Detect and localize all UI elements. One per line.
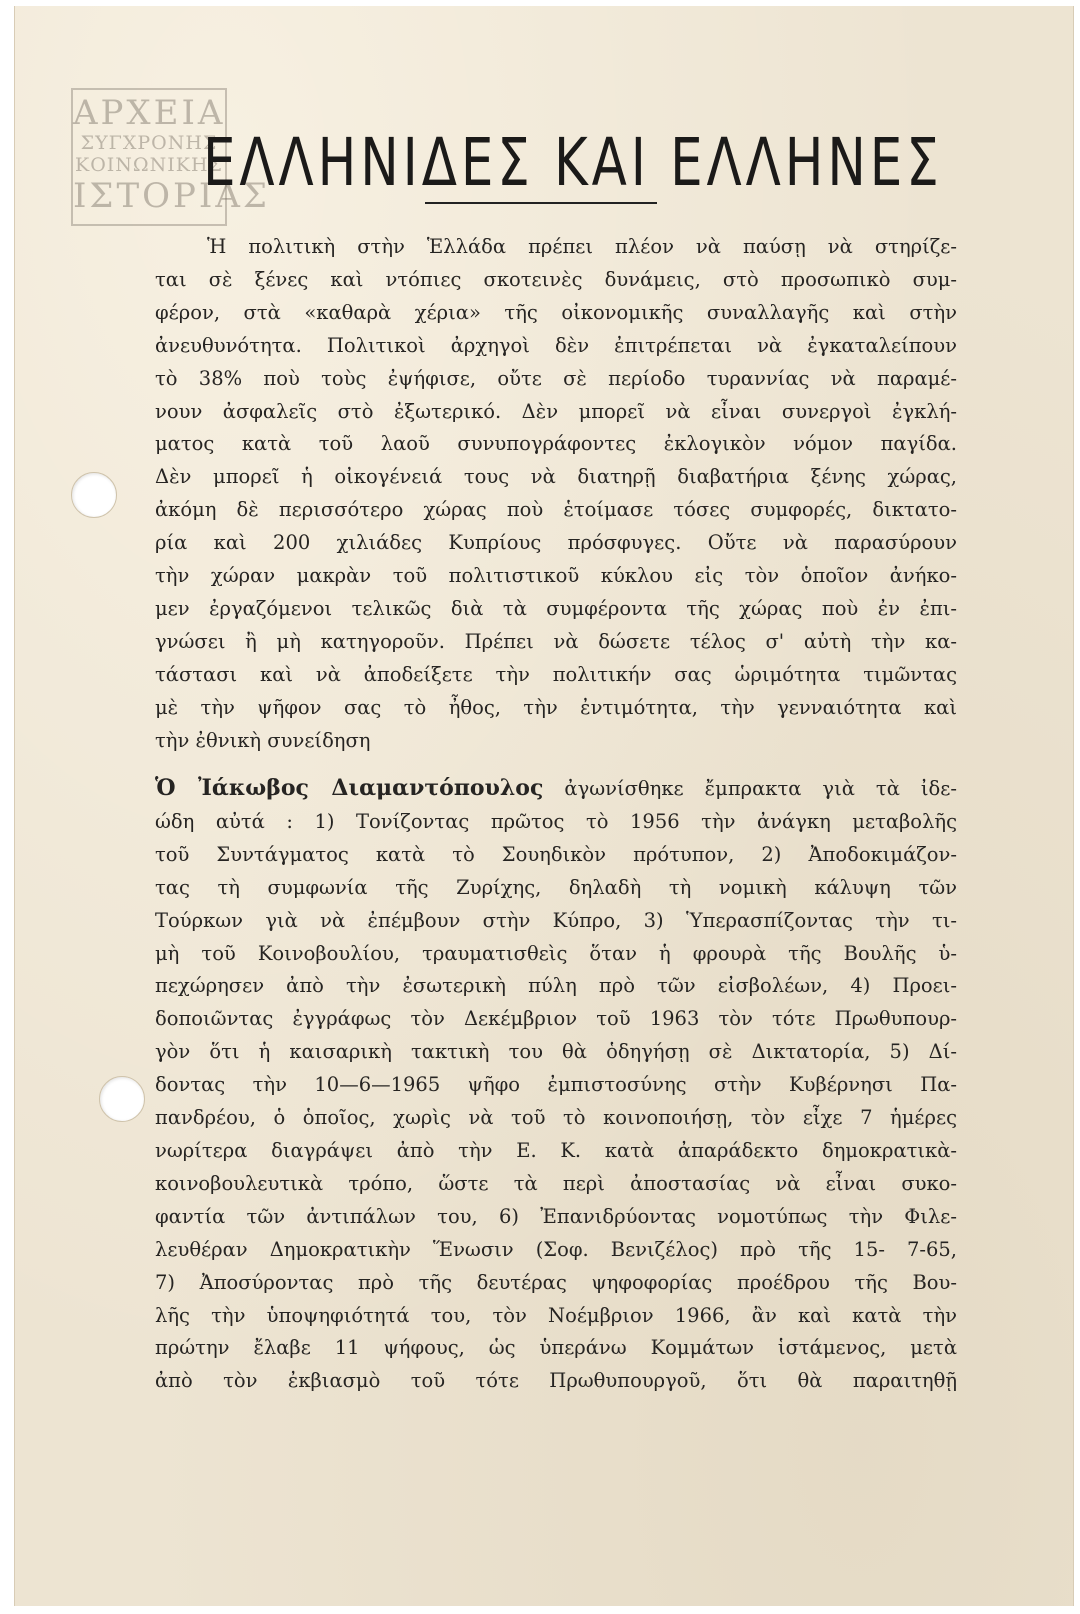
text-line xyxy=(155,772,957,806)
text-line: πεχώρησεν ἀπὸ τὴν ἐσωτερικὴ πύλη πρὸ τῶν εἰσβολέων, 4) Προει- xyxy=(155,974,957,998)
text-line: ἀπὸ τὸν ἐκβιασμὸ τοῦ τότε Πρωθυπουργοῦ, ὅτι θὰ παραιτηθῇ xyxy=(155,1369,957,1393)
text-line: νουν ἀσφαλεῖς στὸ ἐξωτερικό. Δὲν μπορεῖ νὰ εἶναι συνεργοὶ ἐγκλή- xyxy=(155,399,957,423)
text-line: τὴν χώραν μακρὰν τοῦ πολιτιστικοῦ κύκλου εἰς τὸν ὁποῖον ἀνήκο- xyxy=(155,564,957,588)
candidate-name: Ὁ Ἰάκωβος Διαμαντόπουλος xyxy=(155,775,544,801)
text-line: ματος κατὰ τοῦ λαοῦ συνυπογράφοντες ἐκλογικὸν νόμον παγίδα. xyxy=(155,432,957,456)
document-page xyxy=(14,6,1074,1606)
text-line: φαντία τῶν ἀντιπάλων του, 6) Ἐπανιδρύοντας νομοτύπως τὴν Φιλε- xyxy=(155,1204,957,1228)
text-line: μεν ἐργαζόμενοι τελικῶς διὰ τὰ συμφέροντα τῆς χώρας ποὺ ἐν ἐπι- xyxy=(155,596,957,620)
title-underline xyxy=(425,202,657,204)
text-line: μὲ τὴν ψῆφον σας τὸ ἦθος, τὴν ἐντιμότητα, τὴν γενναιότητα καὶ xyxy=(155,695,957,719)
page-title: ΕΛΛΗΝΙΔΕΣ ΚΑΙ ΕΛΛΗΝΕΣ xyxy=(203,124,943,201)
stamp-line-4: ΙΣΤΟΡΙΑΣ xyxy=(73,176,270,216)
text-line: τάστασι καὶ νὰ ἀποδείξετε τὴν πολιτικήν σας ὡριμότητα τιμῶντας xyxy=(155,662,957,686)
stamp-line-2: ΣΥΓΧΡΟΝΗΣ xyxy=(80,132,218,154)
text-line: Ἡ πολιτικὴ στὴν Ἑλλάδα πρέπει πλέον νὰ παύσῃ νὰ στηρίζε- xyxy=(207,235,957,258)
text-line: τὴν ἐθνικὴ συνείδηση xyxy=(155,728,371,752)
text-line: 7) Ἀποσύροντας πρὸ τῆς δευτέρας ψηφοφορίας προέδρου τῆς Βου- xyxy=(155,1270,957,1294)
text-line: Τούρκων γιὰ νὰ ἐπέμβουν στὴν Κύπρο, 3) Ὑπερασπίζοντας τὴν τι- xyxy=(155,908,957,932)
text-line: τὸ 38% ποὺ τοὺς ἐψήφισε, οὔτε σὲ περίοδο τυραννίας νὰ παραμέ- xyxy=(155,366,957,390)
text-line: δοποιῶντας ἐγγράφως τὸν Δεκέμβριον τοῦ 1963 τὸν τότε Πρωθυπουρ- xyxy=(155,1007,957,1031)
text-line: γνώσει ἢ μὴ κατηγοροῦν. Πρέπει νὰ δώσετε τέλος σ' αὐτὴ τὴν κα- xyxy=(155,629,957,653)
text-line: δοντας τὴν 10—6—1965 ψῆφο ἐμπιστοσύνης στὴν Κυβέρνησι Πα- xyxy=(155,1073,957,1097)
text-line: ρία καὶ 200 χιλιάδες Κυπρίους πρόσφυγες. Οὔτε νὰ παρασύρουν xyxy=(155,531,957,555)
paragraph-intro xyxy=(155,231,957,758)
text-line: Δὲν μπορεῖ ἡ οἰκογένειά τους νὰ διατηρῇ διαβατήρια ξένης χώρας, xyxy=(155,465,957,489)
punch-hole-bottom xyxy=(99,1076,145,1122)
text-line: λῆς τὴν ὑποψηφιότητά του, τὸν Νοέμβριον 1966, ἂν καὶ κατὰ τὴν xyxy=(155,1303,957,1327)
text-line: τοῦ Συντάγματος κατὰ τὸ Σουηδικὸν πρότυπον, 2) Ἀποδοκιμάζον- xyxy=(155,842,957,866)
text-line: ἀνευθυνότητα. Πολιτικοὶ ἀρχηγοὶ δὲν ἐπιτρέπεται νὰ ἐγκαταλείπουν xyxy=(155,333,957,357)
text-line: λευθέραν Δημοκρατικὴν Ἕνωσιν (Σοφ. Βενιζέλος) πρὸ τῆς 15- 7-65, xyxy=(155,1237,957,1261)
text-line: κοινοβουλευτικὰ τρόπο, ὥστε τὰ περὶ ἀποστασίας νὰ εἶναι συκο- xyxy=(155,1171,957,1195)
text-fragment: ἀγωνίσθηκε ἔμπρακτα γιὰ τὰ ἰδε- xyxy=(543,777,957,800)
text-line: τας τὴ συμφωνία τῆς Ζυρίχης, δηλαδὴ τὴ νομικὴ κάλυψη τῶν xyxy=(155,875,957,899)
text-line: πανδρέου, ὁ ὁποῖος, χωρὶς νὰ τοῦ τὸ κοινοποιήσῃ, τὸν εἶχε 7 ἡμέρες xyxy=(155,1106,957,1130)
stamp-line-3: ΚΟΙΝΩΝΙΚΗΣ xyxy=(75,154,223,176)
text-line: πρώτην ἔλαβε 11 ψήφους, ὡς ὑπεράνω Κομμάτων ἱστάμενος, μετὰ xyxy=(155,1336,957,1360)
punch-hole-top xyxy=(71,472,117,518)
stamp-line-1: ΑΡΧΕΙΑ xyxy=(73,93,226,133)
text-line: γὸν ὅτι ἡ καισαρικὴ τακτικὴ του θὰ ὁδηγήσῃ σὲ Δικτατορία, 5) Δί- xyxy=(155,1040,957,1064)
text-line: ται σὲ ξένες καὶ ντόπιες σκοτεινὲς δυνάμεις, στὸ προσωπικὸ συμ- xyxy=(155,267,957,291)
text-line: νωρίτερα διαγράψει ἀπὸ τὴν Ε. Κ. κατὰ ἀπαράδεκτο δημοκρατικὰ- xyxy=(155,1138,957,1162)
text-line: μὴ τοῦ Κοινοβουλίου, τραυματισθεὶς ὅταν ἡ φρουρὰ τῆς Βουλῆς ὑ- xyxy=(155,941,957,965)
text-line: ώδη αὐτά : 1) Τονίζοντας πρῶτος τὸ 1956 τὴν ἀνάγκη μεταβολῆς xyxy=(155,809,957,833)
paragraph-record xyxy=(155,772,957,1398)
text-line: ἀκόμη δὲ περισσότερο χώρας ποὺ ἑτοίμασε τόσες συμφορές, δικτατο- xyxy=(155,498,957,522)
text-line: φέρον, στὰ «καθαρὰ χέρια» τῆς οἰκονομικῆς συναλλαγῆς καὶ στὴν xyxy=(155,300,957,324)
